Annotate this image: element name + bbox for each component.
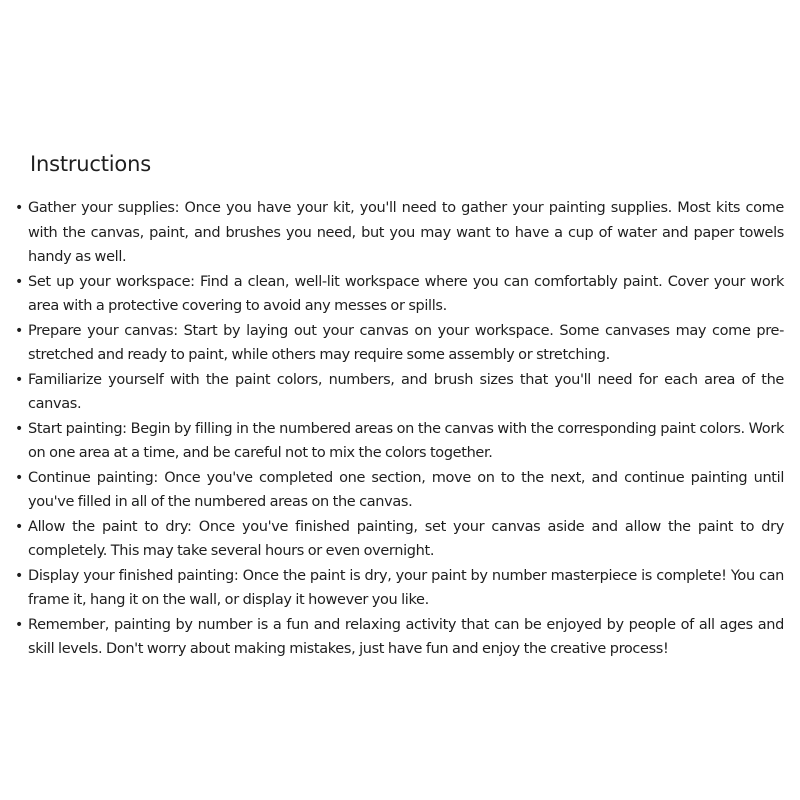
list-item-text: Familiarize yourself with the paint colors, numbers, and brush sizes that you'll need for each area of the canvas. [28, 371, 784, 412]
list-item-text: Start painting: Begin by filling in the numbered areas on the canvas with the corresponding paint colors. Work on one area at a time, and be careful not to mix the colors together. [28, 420, 784, 461]
list-item-text: Remember, painting by number is a fun and relaxing activity that can be enjoyed by people of all ages and skill levels. Don't worry about making mistakes, just have fun and enjoy the creative process! [28, 616, 784, 657]
list-item [0, 270, 800, 319]
list-item-text: Prepare your canvas: Start by laying out your canvas on your workspace. Some canvases may come pre-stretched and ready to paint, while others may require some assembly or stretching. [28, 322, 784, 363]
page-title: Instructions [30, 152, 151, 176]
list-item-text: Display your finished painting: Once the paint is dry, your paint by number masterpiece is complete! You can frame it, hang it on the wall, or display it however you like. [28, 567, 784, 608]
list-item [0, 466, 800, 515]
list-item [0, 417, 800, 466]
bullet-icon: • [15, 322, 23, 339]
instruction-list [0, 196, 800, 662]
list-item [0, 319, 800, 368]
list-item [0, 515, 800, 564]
list-item [0, 196, 800, 270]
bullet-icon: • [15, 518, 23, 535]
list-item-text: Allow the paint to dry: Once you've finished painting, set your canvas aside and allow the paint to dry completely. This may take several hours or even overnight. [28, 518, 784, 559]
bullet-icon: • [15, 420, 23, 437]
bullet-icon: • [15, 616, 23, 633]
bullet-icon: • [15, 469, 23, 486]
list-item-text: Set up your workspace: Find a clean, well-lit workspace where you can comfortably paint. Cover your work area with a protective covering to avoid any messes or spills. [28, 273, 784, 314]
list-item [0, 368, 800, 417]
list-item [0, 564, 800, 613]
bullet-icon: • [15, 371, 23, 388]
bullet-icon: • [15, 567, 23, 584]
bullet-icon: • [15, 200, 23, 216]
list-item-text: Gather your supplies: Once you have your kit, you'll need to gather your painting supplies. Most kits come with the canvas, paint, and brushes you need, but you may want to have a cup of water and paper towels handy as well. [28, 200, 784, 265]
list-item [0, 613, 800, 662]
bullet-icon: • [15, 273, 23, 290]
list-item-text: Continue painting: Once you've completed one section, move on to the next, and continue painting until you've filled in all of the numbered areas on the canvas. [28, 469, 784, 510]
